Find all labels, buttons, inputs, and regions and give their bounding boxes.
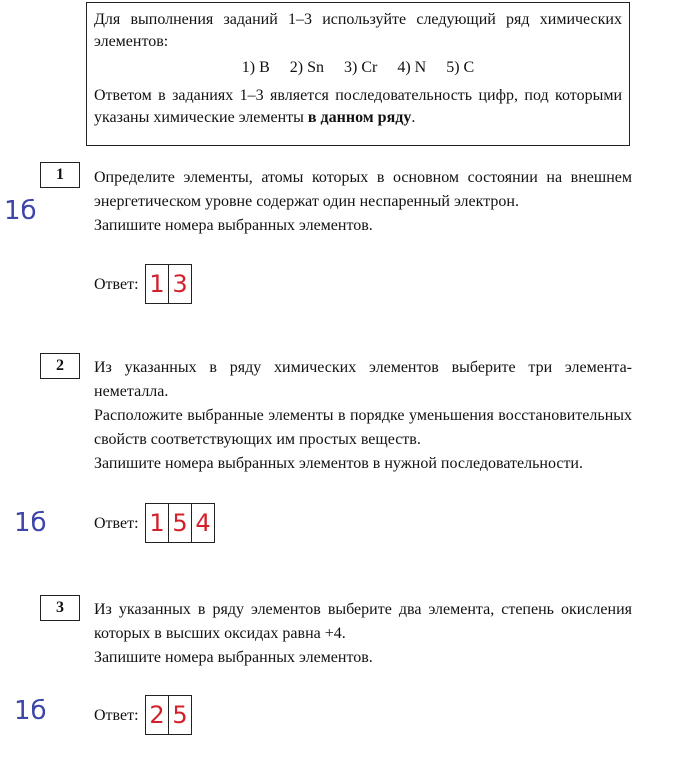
answer-cell[interactable]: 5	[168, 695, 192, 735]
question-line: Запишите номера выбранных элементов.	[94, 649, 373, 666]
question-3-number: 3	[40, 595, 80, 621]
question-2-answer-label: Ответ:	[94, 515, 139, 532]
note-end: .	[411, 109, 416, 126]
question-2-text	[94, 356, 632, 476]
question-line: Запишите номера выбранных элементов.	[94, 217, 373, 234]
instructions-box	[86, 2, 630, 146]
answer-cell[interactable]: 5	[168, 503, 192, 543]
element-series	[94, 57, 622, 79]
question-2-number: 2	[40, 353, 80, 379]
note-text: Ответом в заданиях 1–3 является последовательность цифр, под которыми указаны химические элементы	[94, 87, 622, 126]
answer-cell[interactable]: 2	[145, 695, 169, 735]
question-1-number: 1	[40, 162, 80, 188]
element-3: 3) Cr	[344, 59, 378, 76]
element-2: 2) Sn	[289, 59, 324, 76]
element-4: 4) N	[397, 59, 427, 76]
answer-format-note	[94, 85, 622, 129]
answer-cell[interactable]: 3	[168, 264, 192, 304]
note-bold: в данном ряду	[307, 109, 412, 126]
question-line: Из указанных в ряду элементов выберите два элемента, степень окисления которых в высших оксидах равна +4.	[94, 601, 632, 642]
question-3-answer-label: Ответ:	[94, 707, 139, 724]
question-1-answer-label: Ответ:	[94, 276, 139, 293]
question-3-text	[94, 598, 632, 670]
question-line: Расположите выбранные элементы в порядке уменьшения восстановительных свойств соответствующих им простых веществ.	[94, 407, 632, 448]
question-line: Определите элементы, атомы которых в основном состоянии на внешнем энергетическом уровне содержат один неспаренный электрон.	[94, 169, 632, 210]
question-1-score: 1б	[4, 196, 37, 226]
question-line: Из указанных в ряду химических элементов выберите три элемента-неметалла.	[94, 359, 632, 400]
answer-cell[interactable]: 1	[145, 503, 169, 543]
question-line: Запишите номера выбранных элементов в нужной последовательности.	[94, 455, 583, 472]
answer-cell[interactable]: 1	[145, 264, 169, 304]
instructions-text: Для выполнения заданий 1–3 используйте следующий ряд химических элементов:	[94, 11, 622, 50]
question-1-text	[94, 166, 632, 238]
question-3-score: 1б	[14, 696, 47, 726]
question-2-answer-boxes[interactable]	[145, 503, 215, 543]
question-3-answer-boxes[interactable]	[145, 695, 192, 735]
answer-cell[interactable]: 4	[191, 503, 215, 543]
element-1: 1) B	[241, 59, 270, 76]
question-2-score: 1б	[14, 508, 47, 538]
element-5: 5) C	[446, 59, 475, 76]
question-1-answer-boxes[interactable]	[145, 264, 192, 304]
